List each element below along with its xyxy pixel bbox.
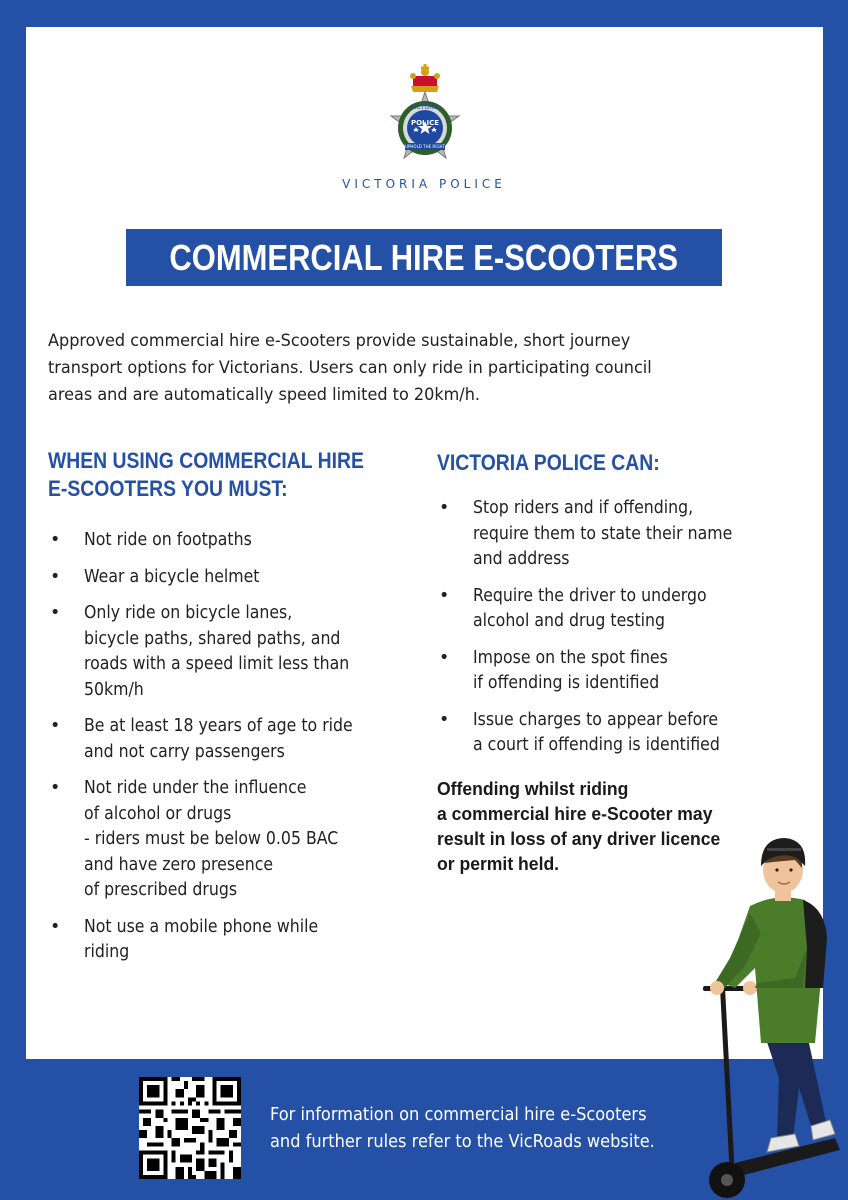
item-text: Impose on the spot fines <box>473 647 668 668</box>
item-text: if offending is identified <box>473 673 660 693</box>
list-item <box>48 528 418 554</box>
victoria-police-badge-icon <box>380 62 470 170</box>
item-text: alcohol and drug testing <box>473 611 666 631</box>
item-text: - riders must be below 0.05 BAC <box>84 829 339 849</box>
footer-info <box>270 1101 710 1155</box>
item-text: of alcohol or drugs <box>84 803 232 824</box>
badge-text-mid: POLICE <box>410 119 440 127</box>
item-text: Require the driver to undergo <box>473 585 707 606</box>
item-text: bicycle paths, shared paths, and <box>84 628 341 649</box>
intro-paragraph <box>48 328 768 409</box>
bullet-icon: • <box>439 709 450 730</box>
item-text: Issue charges to appear before <box>473 709 719 730</box>
bullet-icon: • <box>439 585 450 606</box>
page-title <box>126 229 722 286</box>
list-item <box>48 714 418 765</box>
badge-motto: UPHOLD THE RIGHT <box>405 144 445 149</box>
item-text: and address <box>473 549 570 569</box>
bullet-icon: • <box>50 778 61 798</box>
list-item <box>437 708 807 759</box>
police-powers-list <box>437 496 807 759</box>
item-text: Be at least 18 years of age to ride <box>84 716 353 736</box>
crown-icon <box>410 64 440 92</box>
scooter-rider-illustration <box>695 838 845 1200</box>
item-text: Not ride on footpaths <box>84 530 252 550</box>
heading-line: WHEN USING COMMERCIAL HIRE <box>48 448 364 473</box>
vicroads-qr-code[interactable] <box>139 1077 241 1179</box>
item-text: a court if offending is identified <box>473 735 720 755</box>
list-item <box>48 565 418 591</box>
warning-line: result in loss of any driver licence <box>437 828 721 849</box>
item-text: riding <box>84 942 130 962</box>
intro-line: areas and are automatically speed limited to 20km/h. <box>48 385 481 405</box>
item-text: and have zero presence <box>84 854 274 875</box>
warning-line: Offending whilst riding <box>437 778 629 799</box>
footer-line: For information on commercial hire e-Scooters <box>270 1104 647 1125</box>
warning-line: or permit held. <box>437 853 560 874</box>
footer-line: and further rules refer to the VicRoads website. <box>270 1131 655 1152</box>
list-item <box>48 601 418 703</box>
item-text: Stop riders and if offending, <box>473 498 694 518</box>
item-text: require them to state their name <box>473 523 733 544</box>
rider-requirements-list <box>48 528 418 966</box>
item-text: and not carry passengers <box>84 741 285 762</box>
item-text: of prescribed drugs <box>84 880 238 900</box>
item-text: Only ride on bicycle lanes, <box>84 603 293 623</box>
list-item <box>48 776 418 904</box>
item-text: Wear a bicycle helmet <box>84 566 260 587</box>
bullet-icon: • <box>439 498 450 518</box>
org-name: VICTORIA POLICE <box>342 177 506 191</box>
bullet-icon: • <box>50 916 61 937</box>
left-column-heading <box>48 447 407 503</box>
item-text: Not ride under the influence <box>84 778 307 798</box>
bullet-icon: • <box>50 566 61 587</box>
intro-line: Approved commercial hire e-Scooters provide sustainable, short journey <box>48 331 631 351</box>
bullet-icon: • <box>50 530 61 550</box>
heading-line: VICTORIA POLICE CAN: <box>437 450 660 475</box>
item-text: Not use a mobile phone while <box>84 916 319 937</box>
item-text: roads with a speed limit less than <box>84 654 350 674</box>
bullet-icon: • <box>439 647 450 668</box>
intro-line: transport options for Victorians. Users can only ride in participating council <box>48 358 652 378</box>
list-item <box>48 915 418 966</box>
warning-line: a commercial hire e-Scooter may <box>437 803 713 824</box>
heading-line: E-SCOOTERS YOU MUST: <box>48 476 288 501</box>
list-item <box>437 584 807 635</box>
bullet-icon: • <box>50 603 61 623</box>
right-column-heading <box>437 449 690 477</box>
bullet-icon: • <box>50 716 61 736</box>
list-item <box>437 646 807 697</box>
badge-text-top: VICTORIA <box>410 104 440 111</box>
item-text: 50km/h <box>84 679 144 700</box>
page-title-text: COMMERCIAL HIRE E-SCOOTERS <box>169 236 679 278</box>
list-item <box>437 496 807 573</box>
